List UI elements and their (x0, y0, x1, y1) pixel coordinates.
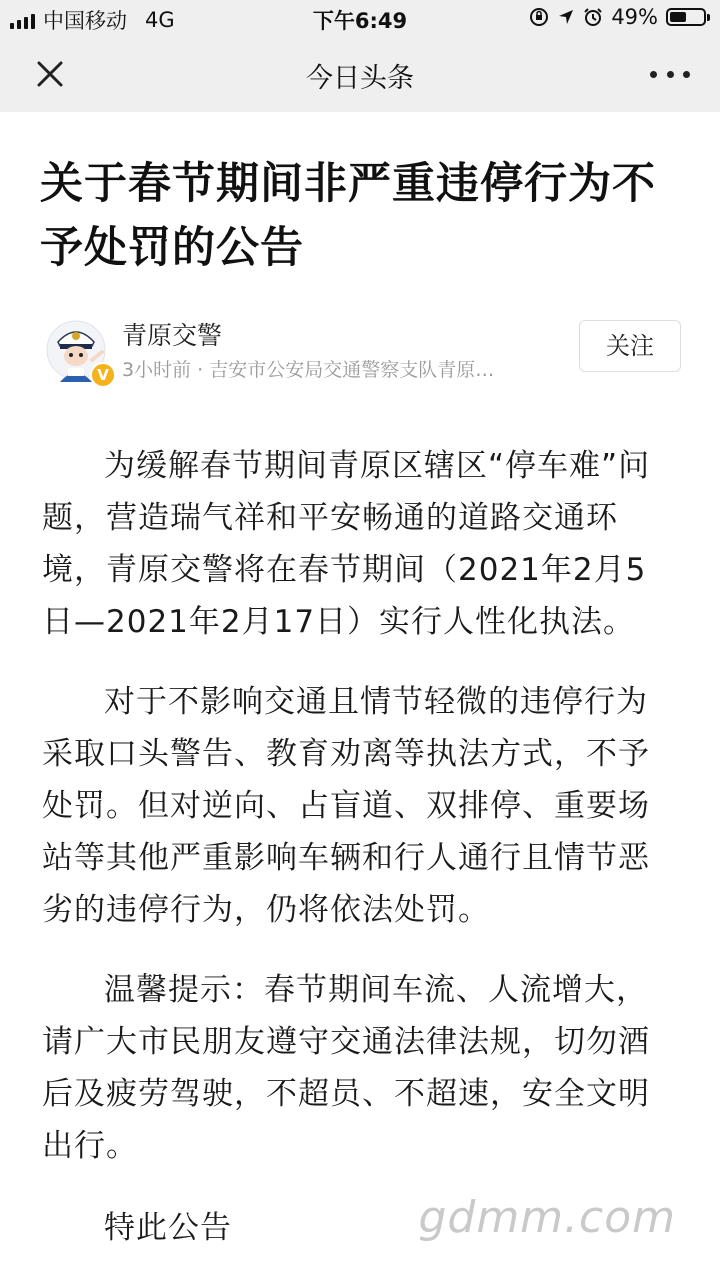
paragraph-line: 为缓解春节期间青原区辖区“停车难”问 (104, 448, 651, 484)
author-meta: 3小时前 · 吉安市公安局交通警察支队青原… (122, 359, 495, 381)
more-icon[interactable] (650, 54, 690, 94)
paragraph-line: 特此公告 (104, 1210, 232, 1246)
paragraph (42, 964, 682, 1172)
title-line: 关于春节期间非严重违停行为不 (40, 159, 656, 209)
paragraph-line: 温馨提示：春节期间车流、人流增大， (104, 972, 648, 1008)
article-title (40, 152, 680, 280)
location-icon (557, 8, 575, 26)
battery-icon (666, 8, 706, 26)
network-label: 4G (145, 8, 175, 32)
paragraph-line: 采取口头警告、教育劝离等执法方式，不予 (42, 736, 650, 772)
paragraph-line: 出行。 (42, 1128, 138, 1164)
paragraph-line: 劣的违停行为，仍将依法处罚。 (42, 892, 490, 928)
author-row (40, 310, 685, 390)
paragraph-line: 日—2021年2月17日）实行人性化执法。 (42, 604, 636, 640)
follow-button[interactable]: 关注 (579, 320, 681, 372)
paragraph-line: 对于不影响交通且情节轻微的违停行为 (104, 684, 648, 720)
title-line: 予处罚的公告 (40, 223, 304, 273)
status-time: 下午6:49 (312, 9, 408, 33)
paragraph-line: 后及疲劳驾驶，不超员、不超速，安全文明 (42, 1076, 650, 1112)
paragraph-line: 境，青原交警将在春节期间（2021年2月5 (42, 552, 647, 588)
status-bar (0, 0, 720, 36)
alarm-icon (583, 7, 603, 27)
paragraph-line: 请广大市民朋友遵守交通法律法规，切勿酒 (42, 1024, 650, 1060)
battery-percent: 49% (611, 5, 658, 29)
verified-badge: V (90, 362, 116, 388)
lock-rotation-icon (529, 7, 549, 27)
battery-level (670, 12, 686, 22)
paragraph-line: 站等其他严重影响车辆和行人通行且情节恶 (42, 840, 650, 876)
paragraph (42, 676, 682, 936)
watermark: gdmm.com (418, 1192, 676, 1243)
paragraph-line: 题，营造瑞气祥和平安畅通的道路交通环 (42, 500, 618, 536)
carrier-label: 中国移动 (43, 9, 127, 33)
status-right (529, 5, 706, 29)
author-name[interactable]: 青原交警 (122, 321, 223, 350)
paragraph (42, 440, 682, 648)
nav-title: 今日头条 (306, 63, 414, 94)
nav-bar (0, 36, 720, 112)
paragraph-line: 处罚。但对逆向、占盲道、双排停、重要场 (42, 788, 650, 824)
